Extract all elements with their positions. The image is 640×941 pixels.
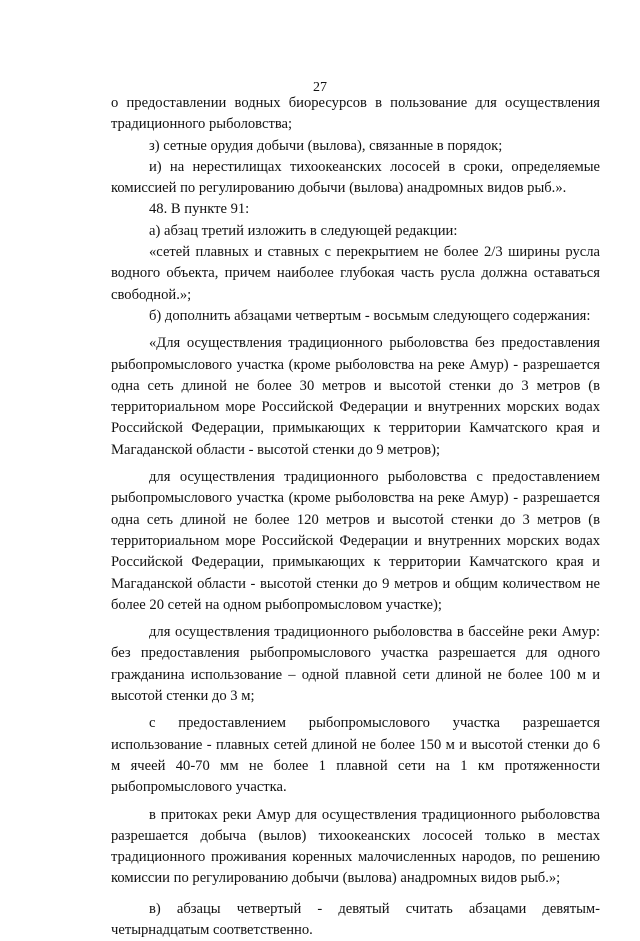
paragraph-amur-basin: для осуществления традиционного рыболовства в бассейне реки Амур: без предоставления рыбопромыслового участка разрешается для одного гражданина использование – одной плавной сети длиной не более 100 м и высотой стенки до 3 м; [111,624,600,705]
document-body [111,93,600,941]
paragraph-item-v: в) абзацы четвертый - девятый считать абзацами девятым-четырнадцатым соответственно. [111,900,600,938]
paragraph-quote-nets: «сетей плавных и ставных с перекрытием не более 2/3 ширины русла водного объекта, причем наиболее глубокая часть русла должна оставаться свободной.»; [111,244,600,303]
paragraph-without-plot: «Для осуществления традиционного рыболовства без предоставления рыбопромыслового участка (кроме рыболовства на реке Амур) - разрешается одна сеть длиной не более 30 метров и высотой стенки до 3 метров (в территориальном море Российской Федерации и внутренних морских водах Российской Федерации, примыкающих к территории Камчатского края и Магаданской области - высотой стенки до 9 метров); [111,335,600,458]
paragraph-with-plot: для осуществления традиционного рыболовства с предоставлением рыбопромыслового участка (кроме рыболовства на реке Амур) - разрешается одна сеть длиной не более 120 метров и высотой стенки до 3 метров (в территориальном море Российской Федерации и внутренних морских водах Российской Федерации, примыкающих к территории Камчатского края и Магаданской области - высотой стенки до 9 метров и общим количеством не более 20 сетей на одном рыбопромысловом участке); [111,469,600,613]
paragraph-item-i: и) на нерестилищах тихоокеанских лососей в сроки, определяемые комиссией по регулированию добычи (вылова) анадромных видов рыб.». [111,158,600,197]
page-number: 27 [313,80,327,95]
paragraph-continuation: о предоставлении водных биоресурсов в пользование для осуществления традиционного рыболовства; [111,95,600,133]
paragraph-item-b: б) дополнить абзацами четвертым - восьмым следующего содержания: [149,307,591,324]
paragraph-point-48: 48. В пункте 91: [149,201,250,218]
paragraph-item-a: а) абзац третий изложить в следующей редакции: [149,222,458,239]
paragraph-amur-tributaries: в притоках реки Амур для осуществления традиционного рыболовства разрешается добыча (вылов) тихоокеанских лососей только в местах традиционного проживания коренных малочисленных народов, по решению комиссии по регулированию добычи (вылова) анадромных видов рыб.»; [111,806,600,887]
paragraph-amur-with-plot: с предоставлением рыбопромыслового участка разрешается использование - плавных сетей длиной не более 150 м и высотой стенки до 6 м ячеей 40-70 мм не более 1 плавной сети на 1 км протяженности рыбопромыслового участка. [111,715,600,796]
paragraph-item-z: з) сетные орудия добычи (вылова), связанные в порядок; [149,137,503,154]
